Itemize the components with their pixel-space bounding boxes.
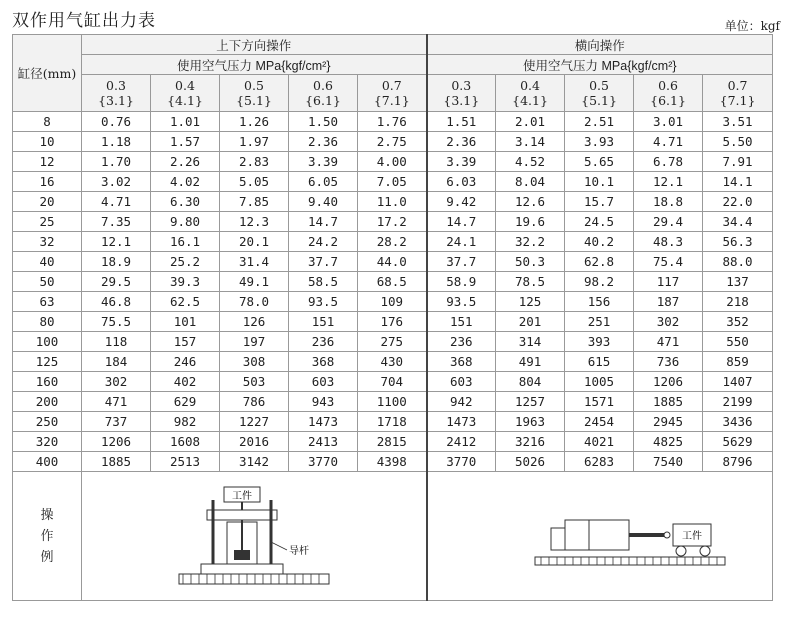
horizontal-force-cell: 24.5 [565, 212, 634, 232]
vertical-force-cell: 11.0 [358, 192, 427, 212]
table-row [13, 272, 773, 292]
horizontal-force-cell: 56.3 [703, 232, 773, 252]
vertical-force-cell: 1608 [151, 432, 220, 452]
horizontal-force-cell: 942 [427, 392, 496, 412]
horizontal-force-cell: 62.8 [565, 252, 634, 272]
vertical-force-cell: 12.3 [220, 212, 289, 232]
horizontal-force-cell: 3770 [427, 452, 496, 472]
vertical-force-cell: 1718 [358, 412, 427, 432]
horizontal-force-cell: 2412 [427, 432, 496, 452]
vertical-force-cell: 4.02 [151, 172, 220, 192]
horizontal-force-cell: 88.0 [703, 252, 773, 272]
horizontal-force-cell: 6.78 [634, 152, 703, 172]
horizontal-force-cell: 2945 [634, 412, 703, 432]
vertical-force-cell: 6.05 [289, 172, 358, 192]
horizontal-example-cell [427, 472, 773, 601]
vertical-force-cell: 471 [82, 392, 151, 412]
vertical-force-cell: 704 [358, 372, 427, 392]
horizontal-force-cell: 2199 [703, 392, 773, 412]
horizontal-force-cell: 7.91 [703, 152, 773, 172]
vertical-force-cell: 1.97 [220, 132, 289, 152]
vertical-force-cell: 1.01 [151, 112, 220, 132]
horizontal-force-cell: 3.93 [565, 132, 634, 152]
horizontal-force-cell: 352 [703, 312, 773, 332]
horizontal-force-cell: 804 [496, 372, 565, 392]
vertical-force-cell: 3.02 [82, 172, 151, 192]
vertical-force-cell: 58.5 [289, 272, 358, 292]
vertical-pressure-col-header: 0.4 {4.1} [151, 75, 220, 112]
vertical-force-cell: 786 [220, 392, 289, 412]
vertical-force-cell: 1473 [289, 412, 358, 432]
horizontal-force-cell: 218 [703, 292, 773, 312]
vertical-force-cell: 308 [220, 352, 289, 372]
horizontal-force-cell: 393 [565, 332, 634, 352]
horizontal-force-cell: 98.2 [565, 272, 634, 292]
table-row [13, 192, 773, 212]
pressure-header-vertical: 使用空气压力 MPa{kgf/cm²} [82, 55, 427, 75]
horizontal-force-cell: 7540 [634, 452, 703, 472]
vertical-force-cell: 7.35 [82, 212, 151, 232]
horizontal-force-cell: 603 [427, 372, 496, 392]
vertical-force-cell: 9.80 [151, 212, 220, 232]
horizontal-force-cell: 3.51 [703, 112, 773, 132]
vertical-force-cell: 39.3 [151, 272, 220, 292]
horizontal-workpiece-label: 工件 [681, 531, 702, 542]
horizontal-force-cell: 32.2 [496, 232, 565, 252]
horizontal-force-cell: 78.5 [496, 272, 565, 292]
table-row [13, 152, 773, 172]
unit-label: 单位：kgf [724, 19, 780, 33]
horizontal-force-cell: 48.3 [634, 232, 703, 252]
bore-cell: 200 [13, 392, 82, 412]
cylinder-force-table [12, 34, 773, 601]
vertical-force-cell: 29.5 [82, 272, 151, 292]
horizontal-force-cell: 1963 [496, 412, 565, 432]
vertical-force-cell: 2413 [289, 432, 358, 452]
horizontal-force-cell: 1473 [427, 412, 496, 432]
horizontal-force-cell: 1206 [634, 372, 703, 392]
vertical-force-cell: 3.39 [289, 152, 358, 172]
vertical-force-cell: 109 [358, 292, 427, 312]
table-row [13, 232, 773, 252]
vertical-force-cell: 236 [289, 332, 358, 352]
horizontal-pressure-col-header: 0.5 {5.1} [565, 75, 634, 112]
vertical-force-cell: 46.8 [82, 292, 151, 312]
horizontal-force-cell: 859 [703, 352, 773, 372]
horizontal-force-cell: 93.5 [427, 292, 496, 312]
horizontal-force-cell: 3216 [496, 432, 565, 452]
horizontal-force-cell: 1.51 [427, 112, 496, 132]
vertical-force-cell: 49.1 [220, 272, 289, 292]
horizontal-force-cell: 615 [565, 352, 634, 372]
vertical-pressure-col-header: 0.3 {3.1} [82, 75, 151, 112]
horizontal-force-cell: 156 [565, 292, 634, 312]
vertical-force-cell: 368 [289, 352, 358, 372]
horizontal-force-cell: 5629 [703, 432, 773, 452]
horizontal-force-cell: 137 [703, 272, 773, 292]
horizontal-force-cell: 4.52 [496, 152, 565, 172]
vertical-force-cell: 3142 [220, 452, 289, 472]
vertical-force-cell: 126 [220, 312, 289, 332]
horizontal-force-cell: 1005 [565, 372, 634, 392]
vertical-force-cell: 2.36 [289, 132, 358, 152]
bore-cell: 125 [13, 352, 82, 372]
vertical-example-cell [82, 472, 427, 601]
vertical-force-cell: 737 [82, 412, 151, 432]
horizontal-force-cell: 58.9 [427, 272, 496, 292]
table-row [13, 112, 773, 132]
vertical-operation-diagram [139, 472, 369, 597]
vertical-force-cell: 3770 [289, 452, 358, 472]
vertical-force-cell: 603 [289, 372, 358, 392]
horizontal-operation-header: 横向操作 [427, 35, 773, 55]
vertical-force-cell: 0.76 [82, 112, 151, 132]
bore-cell: 12 [13, 152, 82, 172]
bore-cell: 320 [13, 432, 82, 452]
vertical-force-cell: 503 [220, 372, 289, 392]
vertical-force-cell: 12.1 [82, 232, 151, 252]
horizontal-force-cell: 9.42 [427, 192, 496, 212]
vertical-force-cell: 62.5 [151, 292, 220, 312]
vertical-force-cell: 20.1 [220, 232, 289, 252]
horizontal-force-cell: 2.36 [427, 132, 496, 152]
horizontal-force-cell: 5026 [496, 452, 565, 472]
table-row [13, 372, 773, 392]
horizontal-force-cell: 40.2 [565, 232, 634, 252]
horizontal-force-cell: 12.6 [496, 192, 565, 212]
bore-cell: 25 [13, 212, 82, 232]
vertical-force-cell: 1885 [82, 452, 151, 472]
bore-cell: 50 [13, 272, 82, 292]
bore-cell: 250 [13, 412, 82, 432]
horizontal-force-cell: 125 [496, 292, 565, 312]
horizontal-force-cell: 4021 [565, 432, 634, 452]
vertical-force-cell: 1100 [358, 392, 427, 412]
vertical-force-cell: 31.4 [220, 252, 289, 272]
bore-cell: 16 [13, 172, 82, 192]
horizontal-force-cell: 314 [496, 332, 565, 352]
horizontal-force-cell: 22.0 [703, 192, 773, 212]
vertical-force-cell: 176 [358, 312, 427, 332]
vertical-force-cell: 101 [151, 312, 220, 332]
horizontal-force-cell: 550 [703, 332, 773, 352]
horizontal-force-cell: 34.4 [703, 212, 773, 232]
vertical-force-cell: 7.05 [358, 172, 427, 192]
vertical-force-cell: 197 [220, 332, 289, 352]
vertical-force-cell: 93.5 [289, 292, 358, 312]
vertical-force-cell: 2.83 [220, 152, 289, 172]
vertical-force-cell: 37.7 [289, 252, 358, 272]
horizontal-force-cell: 3.14 [496, 132, 565, 152]
horizontal-force-cell: 24.1 [427, 232, 496, 252]
vertical-force-cell: 68.5 [358, 272, 427, 292]
vertical-force-cell: 2815 [358, 432, 427, 452]
vertical-force-cell: 4.71 [82, 192, 151, 212]
vertical-force-cell: 1206 [82, 432, 151, 452]
vertical-force-cell: 982 [151, 412, 220, 432]
horizontal-force-cell: 117 [634, 272, 703, 292]
vertical-force-cell: 118 [82, 332, 151, 352]
bore-cell: 32 [13, 232, 82, 252]
bore-cell: 100 [13, 332, 82, 352]
table-row [13, 412, 773, 432]
vertical-force-cell: 2016 [220, 432, 289, 452]
bore-cell: 160 [13, 372, 82, 392]
horizontal-force-cell: 14.1 [703, 172, 773, 192]
horizontal-force-cell: 187 [634, 292, 703, 312]
vertical-force-cell: 1.76 [358, 112, 427, 132]
table-row [13, 392, 773, 412]
horizontal-pressure-col-header: 0.7 {7.1} [703, 75, 773, 112]
horizontal-force-cell: 1885 [634, 392, 703, 412]
horizontal-force-cell: 6.03 [427, 172, 496, 192]
vertical-force-cell: 943 [289, 392, 358, 412]
vertical-force-cell: 151 [289, 312, 358, 332]
horizontal-force-cell: 2.51 [565, 112, 634, 132]
bore-cell: 10 [13, 132, 82, 152]
vertical-force-cell: 184 [82, 352, 151, 372]
bore-header: 缸径(mm) [13, 35, 82, 112]
horizontal-force-cell: 5.65 [565, 152, 634, 172]
vertical-force-cell: 2.75 [358, 132, 427, 152]
horizontal-force-cell: 75.4 [634, 252, 703, 272]
vertical-pressure-col-header: 0.7 {7.1} [358, 75, 427, 112]
horizontal-force-cell: 471 [634, 332, 703, 352]
vertical-pressure-col-header: 0.5 {5.1} [220, 75, 289, 112]
vertical-force-cell: 5.05 [220, 172, 289, 192]
horizontal-force-cell: 8796 [703, 452, 773, 472]
vertical-force-cell: 1.18 [82, 132, 151, 152]
vertical-force-cell: 14.7 [289, 212, 358, 232]
vertical-force-cell: 246 [151, 352, 220, 372]
horizontal-force-cell: 50.3 [496, 252, 565, 272]
vertical-force-cell: 1.26 [220, 112, 289, 132]
bore-cell: 8 [13, 112, 82, 132]
horizontal-force-cell: 302 [634, 312, 703, 332]
vertical-force-cell: 157 [151, 332, 220, 352]
table-row [13, 312, 773, 332]
vertical-force-cell: 28.2 [358, 232, 427, 252]
vertical-force-cell: 24.2 [289, 232, 358, 252]
vertical-force-cell: 78.0 [220, 292, 289, 312]
vertical-force-cell: 25.2 [151, 252, 220, 272]
vertical-force-cell: 302 [82, 372, 151, 392]
horizontal-force-cell: 5.50 [703, 132, 773, 152]
vertical-force-cell: 629 [151, 392, 220, 412]
horizontal-force-cell: 4.71 [634, 132, 703, 152]
horizontal-force-cell: 236 [427, 332, 496, 352]
pressure-header-horizontal: 使用空气压力 MPa{kgf/cm²} [427, 55, 773, 75]
vertical-force-cell: 1.70 [82, 152, 151, 172]
bore-cell: 20 [13, 192, 82, 212]
example-label: 操 作 例 [13, 472, 82, 601]
horizontal-force-cell: 251 [565, 312, 634, 332]
table-row [13, 332, 773, 352]
horizontal-force-cell: 10.1 [565, 172, 634, 192]
horizontal-force-cell: 6283 [565, 452, 634, 472]
table-row [13, 172, 773, 192]
horizontal-force-cell: 3.39 [427, 152, 496, 172]
vertical-force-cell: 402 [151, 372, 220, 392]
horizontal-force-cell: 201 [496, 312, 565, 332]
vertical-force-cell: 1227 [220, 412, 289, 432]
bore-cell: 400 [13, 452, 82, 472]
horizontal-force-cell: 1407 [703, 372, 773, 392]
guide-rod-label: 导杆 [288, 546, 309, 557]
horizontal-force-cell: 18.8 [634, 192, 703, 212]
bore-cell: 80 [13, 312, 82, 332]
horizontal-force-cell: 368 [427, 352, 496, 372]
horizontal-force-cell: 151 [427, 312, 496, 332]
vertical-force-cell: 4.00 [358, 152, 427, 172]
vertical-force-cell: 2513 [151, 452, 220, 472]
table-row [13, 352, 773, 372]
horizontal-force-cell: 4825 [634, 432, 703, 452]
vertical-force-cell: 6.30 [151, 192, 220, 212]
vertical-force-cell: 2.26 [151, 152, 220, 172]
bore-cell: 63 [13, 292, 82, 312]
horizontal-force-cell: 2454 [565, 412, 634, 432]
horizontal-force-cell: 19.6 [496, 212, 565, 232]
table-row [13, 212, 773, 232]
vertical-pressure-col-header: 0.6 {6.1} [289, 75, 358, 112]
table-row [13, 432, 773, 452]
horizontal-operation-diagram [455, 472, 745, 597]
vertical-force-cell: 4398 [358, 452, 427, 472]
horizontal-force-cell: 2.01 [496, 112, 565, 132]
page-title: 双作用气缸出力表 [12, 11, 156, 31]
horizontal-force-cell: 1257 [496, 392, 565, 412]
vertical-force-cell: 17.2 [358, 212, 427, 232]
vertical-force-cell: 1.57 [151, 132, 220, 152]
bore-cell: 40 [13, 252, 82, 272]
vertical-force-cell: 9.40 [289, 192, 358, 212]
horizontal-force-cell: 15.7 [565, 192, 634, 212]
horizontal-force-cell: 1571 [565, 392, 634, 412]
horizontal-force-cell: 12.1 [634, 172, 703, 192]
horizontal-force-cell: 736 [634, 352, 703, 372]
vertical-force-cell: 44.0 [358, 252, 427, 272]
horizontal-pressure-col-header: 0.6 {6.1} [634, 75, 703, 112]
horizontal-force-cell: 14.7 [427, 212, 496, 232]
vertical-force-cell: 18.9 [82, 252, 151, 272]
horizontal-force-cell: 8.04 [496, 172, 565, 192]
horizontal-pressure-col-header: 0.4 {4.1} [496, 75, 565, 112]
horizontal-force-cell: 491 [496, 352, 565, 372]
vertical-force-cell: 430 [358, 352, 427, 372]
vertical-force-cell: 16.1 [151, 232, 220, 252]
horizontal-force-cell: 3436 [703, 412, 773, 432]
table-row [13, 132, 773, 152]
table-row [13, 452, 773, 472]
vertical-operation-header: 上下方向操作 [82, 35, 427, 55]
vertical-force-cell: 7.85 [220, 192, 289, 212]
table-row [13, 292, 773, 312]
table-row [13, 252, 773, 272]
vertical-force-cell: 75.5 [82, 312, 151, 332]
horizontal-pressure-col-header: 0.3 {3.1} [427, 75, 496, 112]
vertical-workpiece-label: 工件 [231, 491, 252, 502]
vertical-force-cell: 275 [358, 332, 427, 352]
horizontal-force-cell: 3.01 [634, 112, 703, 132]
vertical-force-cell: 1.50 [289, 112, 358, 132]
horizontal-force-cell: 29.4 [634, 212, 703, 232]
horizontal-force-cell: 37.7 [427, 252, 496, 272]
